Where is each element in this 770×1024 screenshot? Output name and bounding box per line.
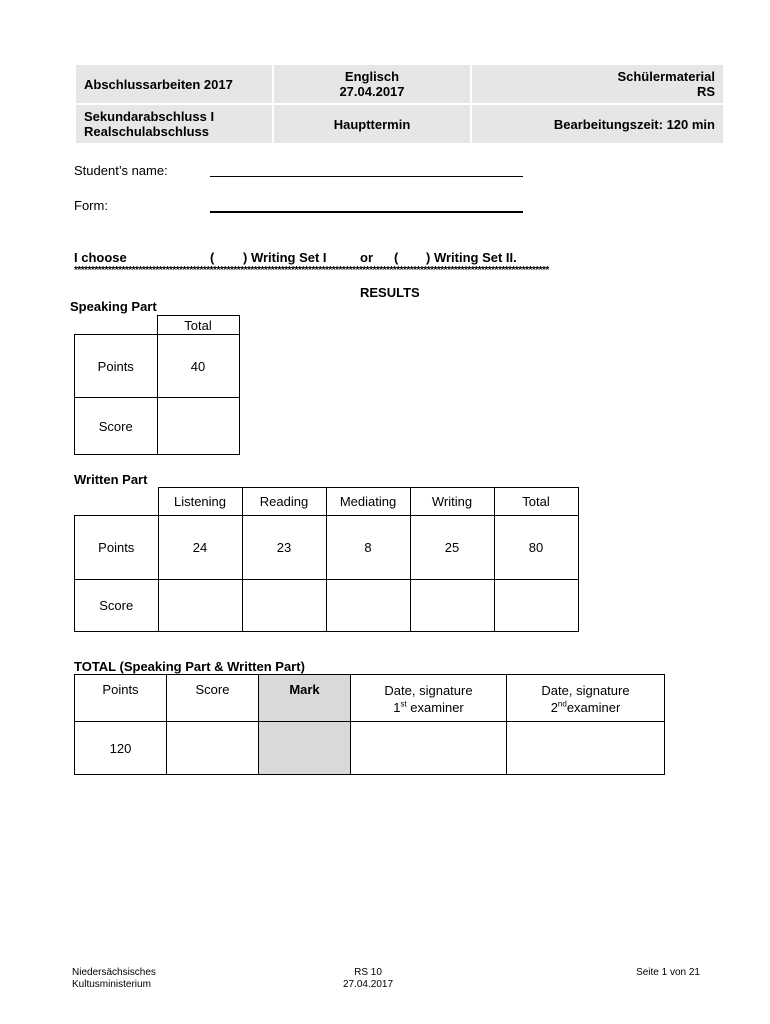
written-score-mediating[interactable] bbox=[326, 580, 410, 632]
written-header-listening: Listening bbox=[158, 488, 242, 516]
choice-open-1[interactable]: ( bbox=[210, 250, 215, 265]
written-header-reading: Reading bbox=[242, 488, 326, 516]
speaking-score-label: Score bbox=[75, 398, 158, 455]
total-date-signature-1: Date, signature 1st examiner bbox=[351, 675, 507, 722]
choice-writing-set-2: ) Writing Set II. bbox=[426, 250, 517, 265]
speaking-score-cell[interactable] bbox=[157, 398, 239, 455]
results-title: RESULTS bbox=[360, 285, 420, 300]
choice-or: or bbox=[360, 250, 373, 265]
total-table bbox=[74, 674, 665, 775]
written-score-label: Score bbox=[75, 580, 159, 632]
written-title: Written Part bbox=[74, 472, 148, 487]
written-score-writing[interactable] bbox=[410, 580, 494, 632]
footer-page-number: Seite 1 von 21 bbox=[636, 967, 700, 978]
speaking-points-value: 40 bbox=[157, 335, 239, 398]
header-subject: Englisch 27.04.2017 bbox=[273, 64, 471, 104]
header-material: Schülermaterial RS bbox=[471, 64, 724, 104]
header-exam-title: Abschlussarbeiten 2017 bbox=[75, 64, 273, 104]
written-header-writing: Writing bbox=[410, 488, 494, 516]
choice-writing-set-1: ) Writing Set I bbox=[243, 250, 327, 265]
total-score-header: Score bbox=[167, 675, 259, 722]
separator-line: ******************************************************************************************************************************************** bbox=[74, 266, 549, 276]
total-score-cell[interactable] bbox=[167, 722, 259, 775]
speaking-total-header: Total bbox=[157, 316, 239, 335]
header-table bbox=[74, 63, 725, 145]
written-score-total[interactable] bbox=[494, 580, 578, 632]
total-mark-cell[interactable] bbox=[259, 722, 351, 775]
speaking-points-label: Points bbox=[75, 335, 158, 398]
written-header-total: Total bbox=[494, 488, 578, 516]
written-points-total: 80 bbox=[494, 516, 578, 580]
written-points-writing: 25 bbox=[410, 516, 494, 580]
written-points-mediating: 8 bbox=[326, 516, 410, 580]
header-duration: Bearbeitungszeit: 120 min bbox=[471, 104, 724, 144]
speaking-title: Speaking Part bbox=[70, 299, 157, 314]
footer-code: RS 10 27.04.2017 bbox=[342, 967, 394, 990]
form-label: Form: bbox=[74, 198, 108, 213]
written-table bbox=[74, 487, 579, 632]
form-line[interactable] bbox=[210, 211, 523, 213]
written-score-listening[interactable] bbox=[158, 580, 242, 632]
total-points-value: 120 bbox=[75, 722, 167, 775]
written-score-reading[interactable] bbox=[242, 580, 326, 632]
total-points-header: Points bbox=[75, 675, 167, 722]
written-points-reading: 23 bbox=[242, 516, 326, 580]
total-mark-header: Mark bbox=[259, 675, 351, 722]
choice-open-2[interactable]: ( bbox=[394, 250, 399, 265]
student-name-label: Student’s name: bbox=[74, 163, 168, 178]
student-name-line[interactable] bbox=[210, 176, 523, 177]
total-signature-1-cell[interactable] bbox=[351, 722, 507, 775]
written-header-mediating: Mediating bbox=[326, 488, 410, 516]
written-points-label: Points bbox=[75, 516, 159, 580]
total-date-signature-2: Date, signature 2ndexaminer bbox=[507, 675, 665, 722]
header-school-type: Sekundarabschluss I Realschulabschluss bbox=[75, 104, 273, 144]
total-signature-2-cell[interactable] bbox=[507, 722, 665, 775]
footer-ministry: Niedersächsisches Kultusministerium bbox=[72, 967, 156, 990]
speaking-empty-corner bbox=[75, 316, 158, 335]
written-empty-corner bbox=[75, 488, 159, 516]
header-term: Haupttermin bbox=[273, 104, 471, 144]
speaking-table bbox=[74, 315, 240, 455]
choice-lead: I choose bbox=[74, 250, 127, 265]
total-title: TOTAL (Speaking Part & Written Part) bbox=[74, 659, 305, 674]
written-points-listening: 24 bbox=[158, 516, 242, 580]
